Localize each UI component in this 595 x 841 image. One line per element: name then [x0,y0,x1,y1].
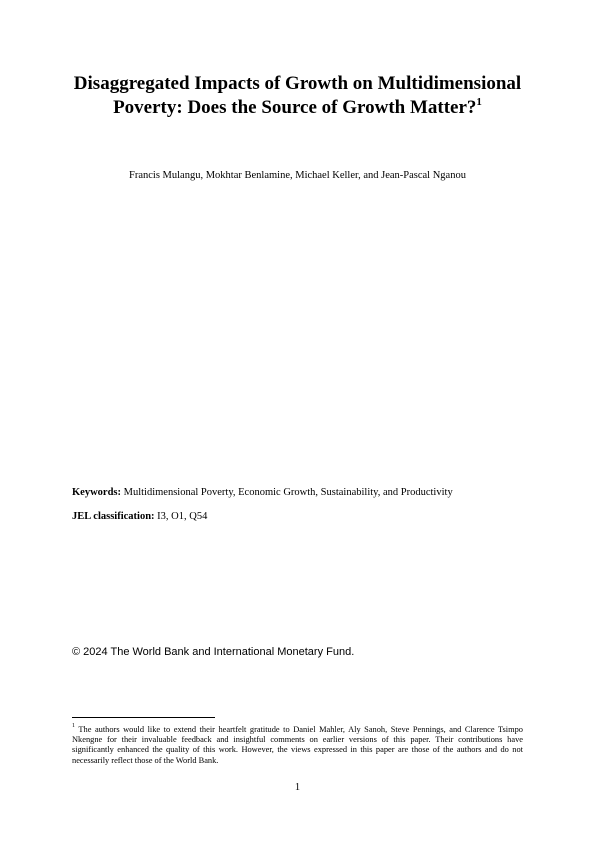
paper-title [60,72,535,120]
keywords-line [72,486,542,499]
jel-classification-line [72,510,542,523]
keywords-label: Keywords: [72,487,121,498]
footnote-divider [72,717,215,718]
paper-title-text: Disaggregated Impacts of Growth on Multidimensional Poverty: Does the Source of Growth Matter? [73,73,522,118]
title-footnote-marker[interactable]: 1 [476,95,482,108]
keywords-value: Multidimensional Poverty, Economic Growth, Sustainability, and Productivity [123,487,453,498]
footnote [72,725,523,766]
copyright-notice: © 2024 The World Bank and International Monetary Fund. [72,646,355,658]
footnote-marker: 1 [72,723,75,730]
jel-label: JEL classification: [72,511,155,522]
page-number: 1 [294,782,301,793]
footnote-text: The authors would like to extend their heartfelt gratitude to Daniel Mahler, Aly Sanoh, Steve Pennings, and Clarence Tsimpo Nkengne for their invaluable feedback and insightful comments on earlier versions of this paper. Their contributions have significantly enhanced the quality of this work. However, the views expressed in this paper are those of the authors and do not necessarily reflect those of the World Bank. [72,725,523,765]
jel-value: I3, O1, Q54 [157,511,208,522]
author-list: Francis Mulangu, Mokhtar Benlamine, Michael Keller, and Jean-Pascal Nganou [129,170,466,181]
